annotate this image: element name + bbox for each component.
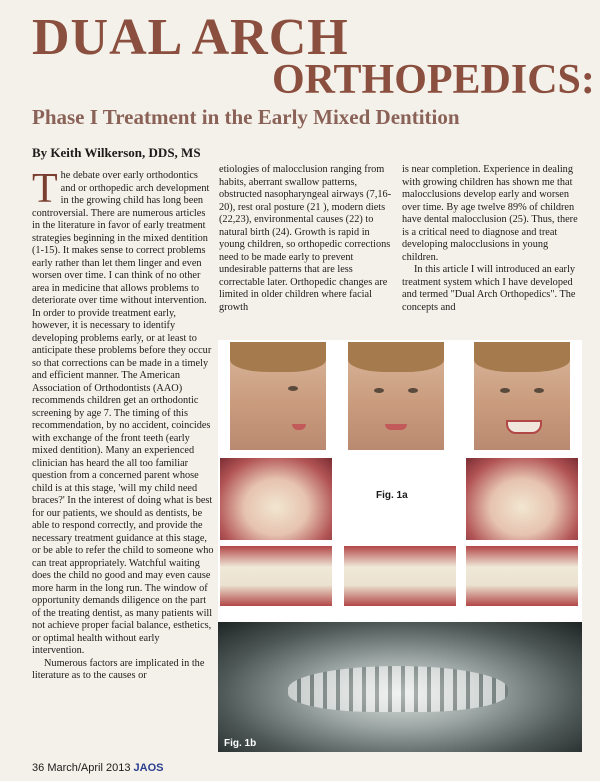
profile-photo (230, 342, 326, 450)
figure-1b-label: Fig. 1b (224, 738, 257, 749)
panoramic-xray (218, 622, 582, 752)
author-byline: By Keith Wilkerson, DDS, MS (32, 145, 201, 160)
left-buccal-photo (466, 546, 578, 606)
figure-1a-label: Fig. 1a (376, 490, 408, 501)
text-column-2 (219, 164, 395, 314)
text-column-1 (32, 166, 214, 683)
journal-name: JAOS (133, 762, 164, 774)
figure-1 (218, 340, 582, 752)
paragraph: etiologies of malocclusion ranging from habits, aberrant swallow patterns, obstructed nasopharyngeal airways (7,16-20), rest oral posture (21 ), modern diets (22,23), environmental causes (22) to natural birth (24). Growth is rapid in young children, so orthopedic corrections need to be made early to prevent undesirable patterns that are less correctable later. Orthopedic changes are limited in older children where facial growth (219, 164, 392, 313)
page-number: 36 (32, 762, 45, 774)
article-title-line2: ORTHOPEDICS: (272, 57, 595, 103)
smile-photo (474, 342, 570, 450)
lower-occlusal-photo (466, 458, 578, 540)
article-subtitle: Phase I Treatment in the Early Mixed Dentition (32, 105, 460, 129)
paragraph-text: he debate over early orthodontics and or orthopedic arch development in the growing child has long been controversial. There are numerous articles in the literature in favor of early treatment strategies beginning in the mixed dentition (1-15). It makes sense to correct problems early rather than let them linger and even worsen over time. I can think of no other area in medicine that allows problems to deteriorate over time without intervention. In order to provide treatment early, however, it is necessary to identify developing problems early, or at least to anticipate these problems before they occur so that corrections can be made in a timely and efficient manner. The American Association of Orthodontists (AAO) recommends children get an orthodontic screening by age 7. The timing of this recommendation, by no accident, coincides with exchange of the front teeth (early mixed dentition). Many an experienced clinician has heard the all too familiar question from a concerned parent whose child is at this stage, 'will my child need braces?' In the interest of doing what is best for our patients, we should as dentists, be able to respond correctly, and provide the necessary treatment guidance at this stage, or be able to refer the child to someone who can treat appropriately. Watchful waiting does the child no good and may even cause more harm in the long run. The window of opportunity demands diligence on the part of the treating dentist, as many patients will not achieve proper facial balance, esthetics, or optimal health without early intervention. (32, 170, 214, 656)
paragraph: is near completion. Experience in dealing with growing children has shown me that malocclusions develop early and worsen over time. By age twelve 89% of children have dental malocclusion (25). Thus, there is a critical need to diagnose and treat developing malocclusions in young children. (402, 164, 578, 263)
frontal-intraoral-photo (344, 546, 456, 606)
page-footer (32, 762, 164, 774)
text-column-3 (402, 164, 578, 314)
paragraph (32, 166, 214, 658)
paragraph: Numerous factors are implicated in the literature as to the causes or (32, 657, 205, 681)
issue-date: March/April 2013 (47, 762, 131, 774)
frontal-face-photo (348, 342, 444, 450)
upper-occlusal-photo (220, 458, 332, 540)
article-title-line1: DUAL ARCH (32, 9, 349, 66)
right-buccal-photo (220, 546, 332, 606)
paragraph: In this article I will introduced an early treatment system which I have developed and termed "Dual Arch Orthopedics". The concepts and (402, 264, 576, 313)
drop-cap: T (32, 166, 58, 212)
